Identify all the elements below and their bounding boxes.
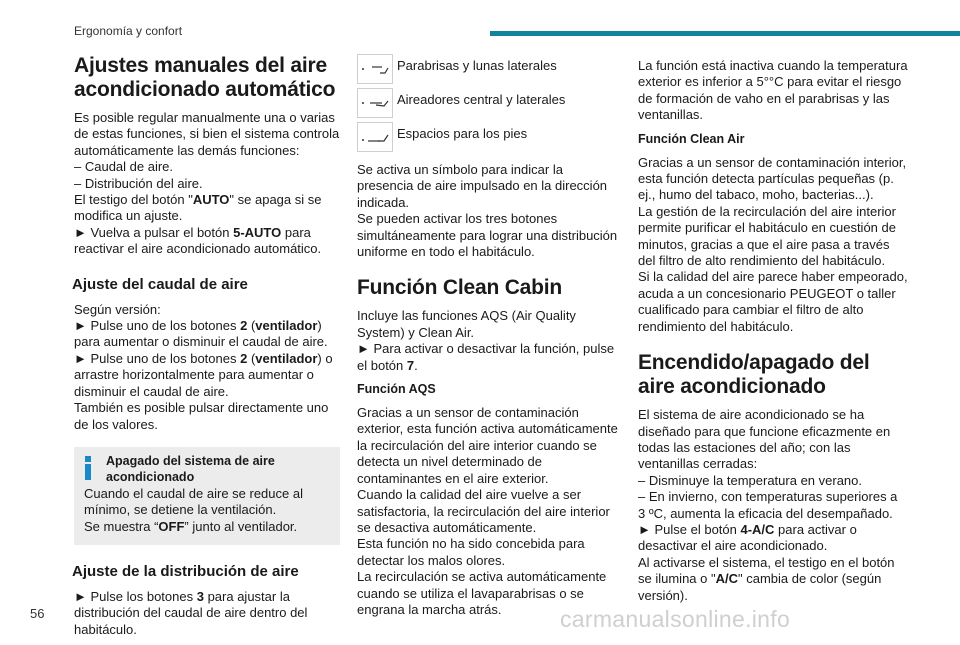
column-middle xyxy=(357,54,619,625)
windscreen-icon xyxy=(357,54,393,84)
header-section-title: Ergonomía y confort xyxy=(74,24,183,38)
note-off-text: Se muestra “OFF” junto al ventilador. xyxy=(84,518,298,534)
section-title-manual-settings: Ajustes manuales del aire acondicionado automático xyxy=(74,54,336,101)
distribution-text: ► Pulse los botones 3 para ajustar la distribución del caudal de aire dentro del habitáculo. xyxy=(74,588,308,637)
flow-paragraph xyxy=(74,302,340,433)
column-right xyxy=(638,54,908,611)
onoff-dash-item: – Disminuye la temperatura en verano. xyxy=(638,472,863,488)
flow-version: Según versión: xyxy=(74,301,161,317)
intro-line: Es posible regular manualmente una o varias xyxy=(74,110,335,125)
intro-dash-item: – Distribución del aire. xyxy=(74,175,203,191)
onoff-lamp-text: Al activarse el sistema, el testigo en el botón se ilumina o "A/C" cambia de color (según versión). xyxy=(638,554,895,603)
flow-bullet-2: ► Pulse uno de los botones 2 (ventilador) o arrastre horizontalmente para aumentar o disminuir el caudal de aire. xyxy=(74,350,333,399)
icon-label: Aireadores central y laterales xyxy=(397,92,566,107)
info-icon xyxy=(82,456,94,480)
vents-icon xyxy=(357,88,393,118)
page-number: 56 xyxy=(30,606,45,621)
subtitle-air-distribution: Ajuste de la distribución de aire xyxy=(72,562,299,580)
header-accent-bar xyxy=(490,31,960,36)
onoff-paragraph: El sistema de aire acondicionado se ha diseñado para que funcione eficazmente en todas las estaciones del año; con las ventanillas cerradas: – Disminuye la temperatura en verano. – En invierno, con temperaturas superiores a 3 ºC, aumenta la eficacia del desempañado. ► Pulse el botón 4-A/C para activar o desactivar el aire acondicionado. Al activarse el sistema, el testigo en el botón se ilumina o "A/C" cambia de color (según versión). xyxy=(638,407,908,604)
distribution-option-footwell xyxy=(357,122,619,152)
intro-dash-item: – Caudal de aire. xyxy=(74,159,174,175)
watermark: carmanualsonline.info xyxy=(560,606,791,632)
distribution-option-windscreen xyxy=(357,54,619,84)
note-text: Cuando el caudal de aire se reduce al mínimo, se detiene la ventilación. xyxy=(84,485,303,518)
note-title: Apagado del sistema de aire acondicionado xyxy=(106,453,275,485)
flow-bullet-1: ► Pulse uno de los botones 2 (ventilador) para aumentar o disminuir el caudal de aire. xyxy=(74,318,328,350)
icon-label: Parabrisas y lunas laterales xyxy=(397,58,557,73)
onoff-press-text: ► Pulse el botón 4-A/C para activar o desactivar el aire acondicionado. xyxy=(638,521,857,554)
onoff-dash-item: – En invierno, con temperaturas superiores a 3 ºC, aumenta la eficacia del desempañado. xyxy=(638,489,898,521)
subtitle-aqs: Función AQS xyxy=(357,382,436,397)
inactive-paragraph: La función está inactiva cuando la temperatura exterior es inferior a 5°°C para evitar el riesgo de formación de vaho en el parabrisas y las ventanillas. xyxy=(638,58,908,123)
column-left xyxy=(74,54,340,645)
subtitle-air-flow: Ajuste del caudal de aire xyxy=(72,275,248,293)
intro-paragraph xyxy=(74,110,340,258)
subtitle-clean-air: Función Clean Air xyxy=(638,131,745,146)
cabin-paragraph: Incluye las funciones AQS (Air Quality System) y Clean Air. ► Para activar o desactivar la función, pulse el botón 7. xyxy=(357,308,619,374)
flow-also: También es posible pulsar directamente uno de los valores. xyxy=(74,400,329,432)
section-title-ac-on-off: Encendido/apagado del aire acondicionado xyxy=(638,351,870,399)
symbol-paragraph: Se activa un símbolo para indicar la presencia de aire impulsado en la dirección indicada. Se pueden activar los tres botones simultáneamente para lograr una distribución uniforme en todo el habitáculo. xyxy=(357,162,618,260)
section-title-clean-cabin: Función Clean Cabin xyxy=(357,276,563,300)
distribution-option-vents xyxy=(357,88,619,118)
cabin-press-text: ► Para activar o desactivar la función, pulse el botón 7. xyxy=(357,341,615,373)
aqs-paragraph: Gracias a un sensor de contaminación exterior, esta función activa automáticamente la recirculación del aire interior cuando se detecta un nivel determinado de contaminantes en el aire exterior. Cuando la calidad del aire vuelve a ser satisfactoria, la recirculación del aire interior se desactiva automáticamente. Esta función no ha sido concebida para detectar los malos olores. La recirculación se activa automáticamente cuando se utiliza el lavaparabrisas o se engrana la marcha atrás. xyxy=(357,405,618,617)
info-note-box xyxy=(74,447,340,545)
clean-air-paragraph: Gracias a un sensor de contaminación interior, esta función detecta partículas pequeñas (p. ej., humo del tabaco, moho, bacterias...). La gestión de la recirculación del aire interior permite purificar el habitáculo en cuestión de minutos, gracias a que el aire pasa a través del filtro de alto rendimiento del habitáculo. Si la calidad del aire parece haber empeorado, acuda a un concesionario PEUGEOT o taller cualificado para cambiar el filtro de alto rendimiento del habitáculo. xyxy=(638,154,908,334)
icon-label: Espacios para los pies xyxy=(397,126,528,141)
auto-lamp-text: El testigo del botón "AUTO" se apaga si se modifica un ajuste. xyxy=(74,192,322,224)
intro-line: de estas funciones, si bien el sistema controla xyxy=(74,126,340,142)
intro-line: automáticamente las demás funciones: xyxy=(74,142,300,158)
press-auto-text: ► Vuelva a pulsar el botón 5-AUTO para reactivar el aire acondicionado automático. xyxy=(74,224,322,257)
footwell-icon xyxy=(357,122,393,152)
